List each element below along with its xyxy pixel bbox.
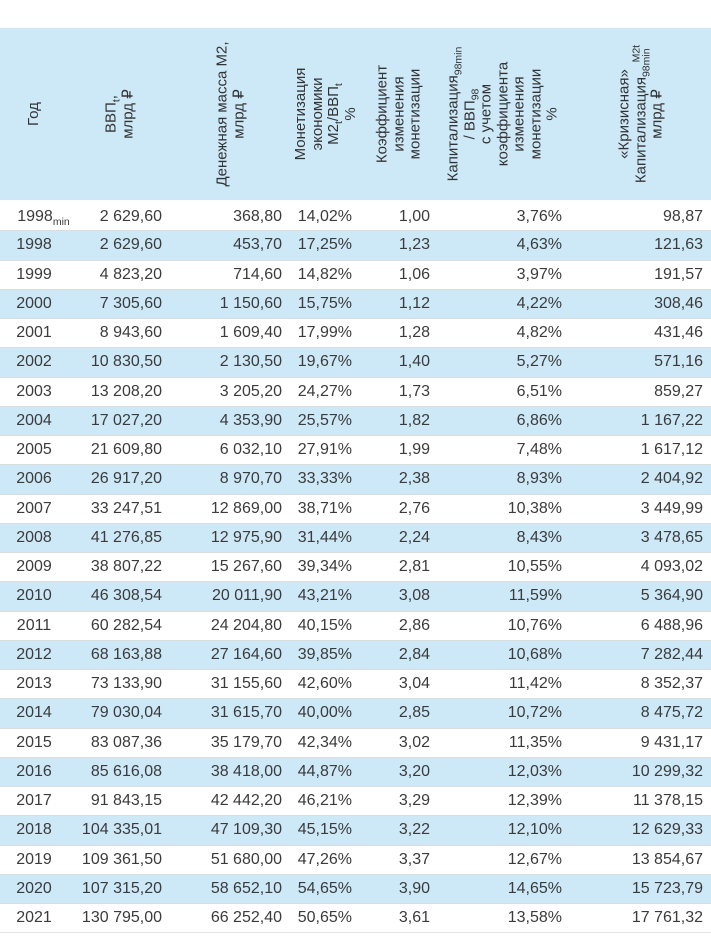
cell-coef: 3,02 — [398, 733, 430, 751]
col-header-monet — [290, 28, 362, 202]
cell-cappct: 10,68% — [507, 645, 562, 663]
cell-gdp: 68 163,88 — [90, 645, 162, 663]
cell-gdp: 2 629,60 — [99, 207, 162, 225]
cell-m2: 1 609,40 — [219, 324, 282, 342]
cell-m2: 714,60 — [233, 265, 282, 283]
col-header-text-year: Год — [24, 102, 42, 126]
cell-coef: 1,00 — [398, 207, 430, 225]
cell-monet: 40,00% — [297, 704, 352, 722]
table-body — [0, 202, 711, 933]
cell-year: $1998_{min}$ — [17, 207, 70, 228]
cell-monet: 54,65% — [297, 879, 352, 897]
cell-m2: 453,70 — [233, 236, 282, 254]
cell-cappct: 11,42% — [508, 675, 562, 693]
cell-crisis: 11 378,15 — [633, 792, 703, 810]
year-suffix: min — [52, 215, 70, 228]
cell-coef: 2,85 — [398, 704, 430, 722]
table-row-2020 — [0, 874, 711, 903]
cell-gdp: 109 361,50 — [81, 850, 162, 868]
cell-year: 2017 — [16, 792, 52, 810]
cell-coef: 2,81 — [398, 558, 430, 576]
cell-year: 2009 — [16, 558, 52, 576]
cell-coef: 1,12 — [398, 294, 430, 312]
cell-cappct: 12,10% — [507, 821, 562, 839]
cell-gdp: 26 917,20 — [90, 470, 162, 488]
cell-coef: 3,61 — [398, 909, 430, 927]
cell-crisis: 7 282,44 — [640, 645, 703, 663]
cell-crisis: 9 431,17 — [640, 733, 703, 751]
cell-gdp: 4 823,20 — [99, 265, 162, 283]
cell-gdp: 13 208,20 — [90, 382, 162, 400]
cell-m2: 47 109,30 — [210, 821, 282, 839]
cell-cappct: 11,59% — [508, 587, 562, 605]
table-row-2009 — [0, 553, 711, 582]
cell-coef: 2,38 — [398, 470, 430, 488]
cell-coef: 3,29 — [398, 792, 430, 810]
cell-gdp: 46 308,54 — [90, 587, 162, 605]
cell-m2: 4 353,90 — [219, 411, 282, 429]
cell-year: 2021 — [16, 909, 52, 927]
col-header-year — [0, 28, 68, 202]
cell-gdp: 83 087,36 — [90, 733, 162, 751]
cell-m2: 368,80 — [233, 207, 282, 225]
cell-m2: 27 164,60 — [210, 645, 282, 663]
cell-cappct: 8,93% — [516, 470, 562, 488]
cell-m2: 12 869,00 — [210, 499, 282, 517]
cell-monet: 33,33% — [297, 470, 352, 488]
cell-m2: 1 150,60 — [219, 294, 282, 312]
cell-year: 2016 — [16, 762, 52, 780]
cell-monet: 14,02% — [297, 207, 352, 225]
cell-cappct: 7,48% — [516, 441, 562, 459]
cell-cappct: 14,65% — [507, 879, 562, 897]
table-row-2014 — [0, 699, 711, 728]
cell-crisis: 98,87 — [662, 207, 703, 225]
cell-cappct: 3,97% — [516, 265, 562, 283]
table-header — [0, 28, 711, 202]
cell-m2: 31 155,60 — [210, 675, 282, 693]
cell-year: 2001 — [16, 324, 52, 342]
table-row-1999 — [0, 260, 711, 289]
cell-m2: 38 418,00 — [210, 762, 282, 780]
cell-monet: 45,15% — [297, 821, 352, 839]
cell-gdp: 33 247,51 — [90, 499, 162, 517]
cell-gdp: 21 609,80 — [90, 441, 162, 459]
cell-coef: 2,76 — [398, 499, 430, 517]
cell-monet: 40,15% — [297, 616, 352, 634]
cell-monet: 47,26% — [297, 850, 352, 868]
cell-coef: 2,24 — [398, 528, 430, 546]
cell-crisis: 431,46 — [654, 324, 703, 342]
col-header-cappct — [436, 28, 570, 202]
cell-cappct: 6,51% — [516, 382, 562, 400]
cell-gdp: 2 629,60 — [99, 236, 162, 254]
cell-gdp: 41 276,85 — [90, 528, 162, 546]
col-header-text-gdp: $ВВП_t$, млрд ₽ — [102, 89, 136, 139]
cell-gdp: 79 030,04 — [90, 704, 162, 722]
cell-crisis: 121,63 — [654, 236, 703, 254]
cell-m2: 8 970,70 — [219, 470, 282, 488]
table-row-2003 — [0, 377, 711, 406]
cell-coef: 1,99 — [398, 441, 430, 459]
table-row-2021 — [0, 904, 711, 933]
cell-coef: 1,40 — [398, 353, 430, 371]
cell-monet: 25,57% — [297, 411, 352, 429]
cell-cappct: 4,22% — [516, 294, 562, 312]
cell-coef: 2,84 — [398, 645, 430, 663]
cell-gdp: 7 305,60 — [99, 294, 162, 312]
cell-coef: 1,06 — [398, 265, 430, 283]
cell-crisis: 13 854,67 — [631, 850, 703, 868]
cell-year: 2018 — [16, 821, 52, 839]
cell-m2: 15 267,60 — [210, 558, 282, 576]
cell-cappct: 10,76% — [507, 616, 562, 634]
cell-year: 2014 — [16, 704, 52, 722]
table-row-2012 — [0, 640, 711, 669]
cell-gdp: 107 315,20 — [81, 879, 162, 897]
col-header-coef — [362, 28, 436, 202]
cell-m2: 42 442,20 — [210, 792, 282, 810]
table-row-2010 — [0, 582, 711, 611]
cell-monet: 24,27% — [297, 382, 352, 400]
cell-monet: 39,34% — [297, 558, 352, 576]
cell-cappct: 10,72% — [507, 704, 562, 722]
table-row-2001 — [0, 319, 711, 348]
table-row-2011 — [0, 611, 711, 640]
cell-m2: 24 204,80 — [210, 616, 282, 634]
cell-coef: 1,73 — [398, 382, 430, 400]
table-row-2002 — [0, 348, 711, 377]
cell-coef: 3,04 — [398, 675, 430, 693]
cell-coef: 3,20 — [398, 762, 430, 780]
cell-coef: 3,90 — [398, 879, 430, 897]
cell-crisis: 191,57 — [654, 265, 703, 283]
cell-coef: 1,23 — [398, 236, 430, 254]
cell-crisis: 571,16 — [654, 353, 703, 371]
cell-crisis: 859,27 — [654, 382, 703, 400]
table-header-row — [0, 28, 711, 202]
cell-year: 2005 — [16, 441, 52, 459]
cell-gdp: 10 830,50 — [90, 353, 162, 371]
cell-m2: 51 680,00 — [210, 850, 282, 868]
table-row-2000 — [0, 289, 711, 318]
cell-gdp: 73 133,90 — [90, 675, 162, 693]
cell-m2: 6 032,10 — [219, 441, 282, 459]
cell-m2: 12 975,90 — [210, 528, 282, 546]
cell-cappct: 8,43% — [516, 528, 562, 546]
cell-m2: 2 130,50 — [219, 353, 282, 371]
cell-cappct: 11,35% — [508, 733, 562, 751]
cell-monet: 44,87% — [297, 762, 352, 780]
cell-m2: 31 615,70 — [210, 704, 282, 722]
cell-m2: 35 179,70 — [210, 733, 282, 751]
cell-year: 2010 — [16, 587, 52, 605]
cell-gdp: 8 943,60 — [99, 324, 162, 342]
monetization-table — [0, 28, 711, 933]
cell-crisis: 4 093,02 — [640, 558, 703, 576]
cell-crisis: 1 617,12 — [640, 441, 703, 459]
cell-cappct: 5,27% — [516, 353, 562, 371]
col-header-text-monet: Монетизация экономики $М2_t/ВВП_t$ % — [292, 67, 359, 161]
col-header-text-crisis: «Кризисная» Капитализация$_{98min}^{М2t}$ млрд ₽ — [614, 44, 665, 184]
cell-monet: 42,34% — [297, 733, 352, 751]
cell-cappct: 4,82% — [516, 324, 562, 342]
table-row-1998 — [0, 231, 711, 260]
cell-monet: 46,21% — [297, 792, 352, 810]
cell-crisis: 8 475,72 — [640, 704, 703, 722]
cell-gdp: 38 807,22 — [90, 558, 162, 576]
table-row-2006 — [0, 465, 711, 494]
table-row-2007 — [0, 494, 711, 523]
table-row-2013 — [0, 670, 711, 699]
cell-monet: 39,85% — [297, 645, 352, 663]
cell-coef: 2,86 — [398, 616, 430, 634]
cell-monet: 38,71% — [297, 499, 352, 517]
cell-year: 2011 — [16, 616, 52, 634]
cell-crisis: 8 352,37 — [640, 675, 703, 693]
cell-year: 2019 — [16, 850, 52, 868]
cell-gdp: 104 335,01 — [81, 821, 162, 839]
cell-year: 1998 — [16, 236, 52, 254]
cell-year: 1999 — [16, 265, 52, 283]
cell-year: 2002 — [16, 353, 52, 371]
cell-cappct: 12,03% — [507, 762, 562, 780]
cell-year: 2015 — [16, 733, 52, 751]
cell-crisis: 308,46 — [654, 294, 703, 312]
cell-cappct: 3,76% — [516, 207, 562, 225]
cell-m2: 58 652,10 — [210, 879, 282, 897]
cell-coef: 1,28 — [398, 324, 430, 342]
col-header-text-m2: Денежная масса М2, млрд ₽ — [213, 41, 247, 187]
cell-m2: 66 252,40 — [210, 909, 282, 927]
cell-monet: 31,44% — [297, 528, 352, 546]
cell-monet: 43,21% — [297, 587, 352, 605]
table-row-2019 — [0, 845, 711, 874]
cell-monet: 15,75% — [297, 294, 352, 312]
cell-year: 2013 — [16, 675, 52, 693]
col-header-text-cappct: Капитализация$_{98min}$ / $ВВП_{98}$ с учетом коэффициента изменения монетизации % — [444, 46, 561, 182]
cell-cappct: 6,86% — [516, 411, 562, 429]
col-header-m2 — [172, 28, 290, 202]
cell-monet: 17,99% — [297, 324, 352, 342]
cell-crisis: 6 488,96 — [640, 616, 703, 634]
cell-crisis: 12 629,33 — [631, 821, 703, 839]
cell-m2: 20 011,90 — [212, 587, 282, 605]
cell-cappct: 4,63% — [516, 236, 562, 254]
cell-monet: 17,25% — [297, 236, 352, 254]
table-row-2018 — [0, 816, 711, 845]
cell-cappct: 10,38% — [507, 499, 562, 517]
cell-coef: 3,22 — [398, 821, 430, 839]
cell-gdp: 130 795,00 — [81, 909, 162, 927]
cell-gdp: 91 843,15 — [90, 792, 162, 810]
cell-year: 2008 — [16, 528, 52, 546]
cell-crisis: 3 478,65 — [640, 528, 703, 546]
cell-crisis: 17 761,32 — [631, 909, 703, 927]
cell-gdp: 85 616,08 — [90, 762, 162, 780]
cell-monet: 27,91% — [297, 441, 352, 459]
cell-m2: 3 205,20 — [219, 382, 282, 400]
cell-coef: 1,82 — [398, 411, 430, 429]
cell-year: 2020 — [16, 879, 52, 897]
cell-coef: 3,08 — [398, 587, 430, 605]
cell-gdp: 60 282,54 — [90, 616, 162, 634]
cell-year: 2012 — [16, 645, 52, 663]
cell-crisis: 10 299,32 — [631, 762, 703, 780]
table-row-2005 — [0, 436, 711, 465]
cell-gdp: 17 027,20 — [90, 411, 162, 429]
cell-year: 2007 — [16, 499, 52, 517]
cell-monet: 42,60% — [297, 675, 352, 693]
cell-monet: 14,82% — [297, 265, 352, 283]
cell-cappct: 12,39% — [507, 792, 562, 810]
table-row-2008 — [0, 523, 711, 552]
cell-monet: 19,67% — [297, 353, 352, 371]
cell-crisis: 1 167,22 — [640, 411, 703, 429]
cell-coef: 3,37 — [398, 850, 430, 868]
cell-monet: 50,65% — [297, 909, 352, 927]
cell-cappct: 10,55% — [507, 558, 562, 576]
col-header-gdp — [68, 28, 172, 202]
table-row-2016 — [0, 757, 711, 786]
cell-year: 2006 — [16, 470, 52, 488]
col-header-text-coef: Коэффициент изменения монетизации — [373, 64, 424, 164]
table-row-1998-min — [0, 202, 711, 231]
table-row-2004 — [0, 406, 711, 435]
cell-year: 2000 — [16, 294, 52, 312]
cell-crisis: 5 364,90 — [640, 587, 703, 605]
cell-year: 2004 — [16, 411, 52, 429]
cell-crisis: 2 404,92 — [640, 470, 703, 488]
cell-year: 2003 — [16, 382, 52, 400]
cell-cappct: 12,67% — [507, 850, 562, 868]
cell-crisis: 3 449,99 — [640, 499, 703, 517]
table-row-2017 — [0, 787, 711, 816]
col-header-crisis — [570, 28, 711, 202]
cell-crisis: 15 723,79 — [631, 879, 703, 897]
cell-cappct: 13,58% — [507, 909, 562, 927]
table-row-2015 — [0, 728, 711, 757]
